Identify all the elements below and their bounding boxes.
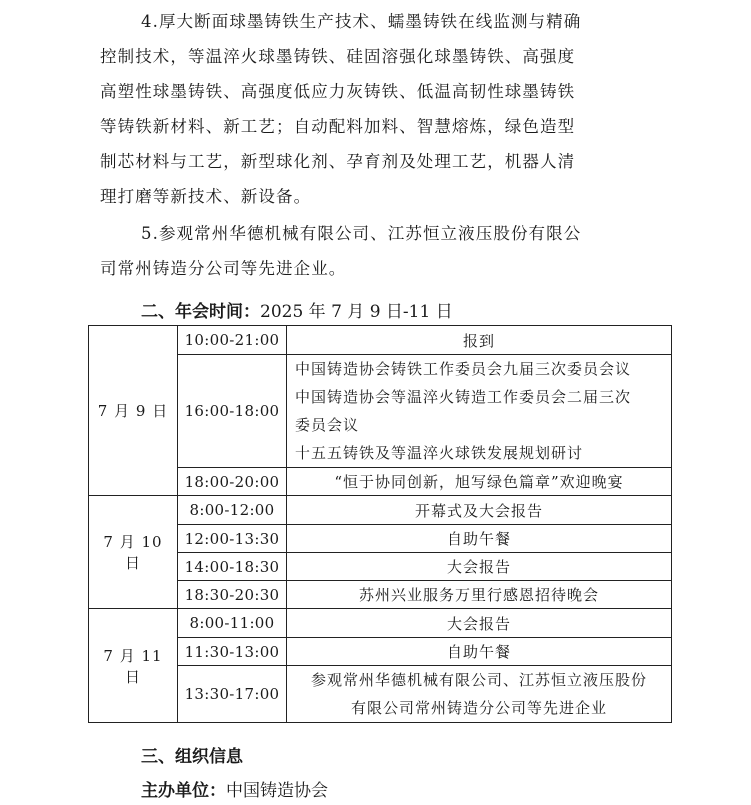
activity-line: 参观常州华德机械有限公司、江苏恒立液压股份 (310, 671, 647, 689)
activity-cell: 报到 (287, 326, 672, 355)
activity-cell: 大会报告 (287, 609, 672, 638)
activity-cell: 自助午餐 (287, 525, 672, 553)
time-cell: 18:30-20:30 (178, 581, 287, 609)
paragraph-line: 理打磨等新技术、新设备。 (100, 187, 312, 206)
time-cell: 11:30-13:00 (178, 638, 287, 666)
time-cell: 14:00-18:30 (178, 553, 287, 581)
paragraph-line: 5.参观常州华德机械有限公司、江苏恒立液压股份有限公 (141, 224, 582, 243)
activity-line: 十五五铸铁及等温淬火球铁发展规划研讨 (295, 444, 584, 462)
paragraph-line: 高塑性球墨铸铁、高强度低应力灰铸铁、低温高韧性球墨铸铁 (100, 82, 576, 101)
activity-cell (287, 355, 672, 468)
table-row (89, 496, 672, 525)
activity-cell (287, 666, 672, 723)
activity-cell: “恒于协同创新，旭写绿色篇章”欢迎晚宴 (287, 468, 672, 496)
paragraph-line: 等铸铁新材料、新工艺；自动配料加料、智慧熔炼，绿色造型 (100, 117, 576, 136)
activity-cell: 大会报告 (287, 553, 672, 581)
paragraph-line: 制芯材料与工艺，新型球化剂、孕育剂及处理工艺，机器人清 (100, 152, 576, 171)
time-cell: 18:00-20:00 (178, 468, 287, 496)
paragraph-line: 4.厚大断面球墨铸铁生产技术、蠕墨铸铁在线监测与精确 (141, 12, 582, 31)
activity-line: 有限公司常州铸造分公司等先进企业 (350, 699, 607, 717)
date-cell: 7 月 11 日 (89, 609, 178, 723)
organizer-line (141, 776, 328, 801)
time-cell: 10:00-21:00 (178, 326, 287, 355)
organizer-value: 中国铸造协会 (226, 781, 328, 801)
time-cell: 8:00-11:00 (178, 609, 287, 638)
activity-line: 中国铸造协会铸铁工作委员会九届三次委员会议 (295, 360, 632, 378)
organizer-label: 主办单位： (141, 781, 226, 801)
section-label: 二、年会时间： (141, 302, 260, 322)
activity-cell: 开幕式及大会报告 (287, 496, 672, 525)
table-row (89, 609, 672, 638)
date-cell: 7 月 9 日 (89, 326, 178, 496)
section-heading-organization (141, 742, 243, 767)
paragraph-line: 司常州铸造分公司等先进企业。 (100, 259, 347, 278)
activity-cell: 自助午餐 (287, 638, 672, 666)
activity-cell: 苏州兴业服务万里行感恩招待晚会 (287, 581, 672, 609)
section-heading-meeting-time (141, 297, 453, 322)
date-cell: 7 月 10 日 (89, 496, 178, 609)
table-row (89, 326, 672, 355)
time-cell: 8:00-12:00 (178, 496, 287, 525)
meeting-dates: 2025 年 7 月 9 日-11 日 (260, 302, 453, 322)
section-label: 三、组织信息 (141, 747, 243, 767)
time-cell: 16:00-18:00 (178, 355, 287, 468)
time-cell: 13:30-17:00 (178, 666, 287, 723)
activity-line: 委员会议 (295, 416, 360, 434)
schedule-table (88, 325, 672, 723)
activity-line: 中国铸造协会等温淬火铸造工作委员会二届三次 (295, 388, 632, 406)
paragraph-line: 控制技术，等温淬火球墨铸铁、硅固溶强化球墨铸铁、高强度 (100, 47, 576, 66)
time-cell: 12:00-13:30 (178, 525, 287, 553)
